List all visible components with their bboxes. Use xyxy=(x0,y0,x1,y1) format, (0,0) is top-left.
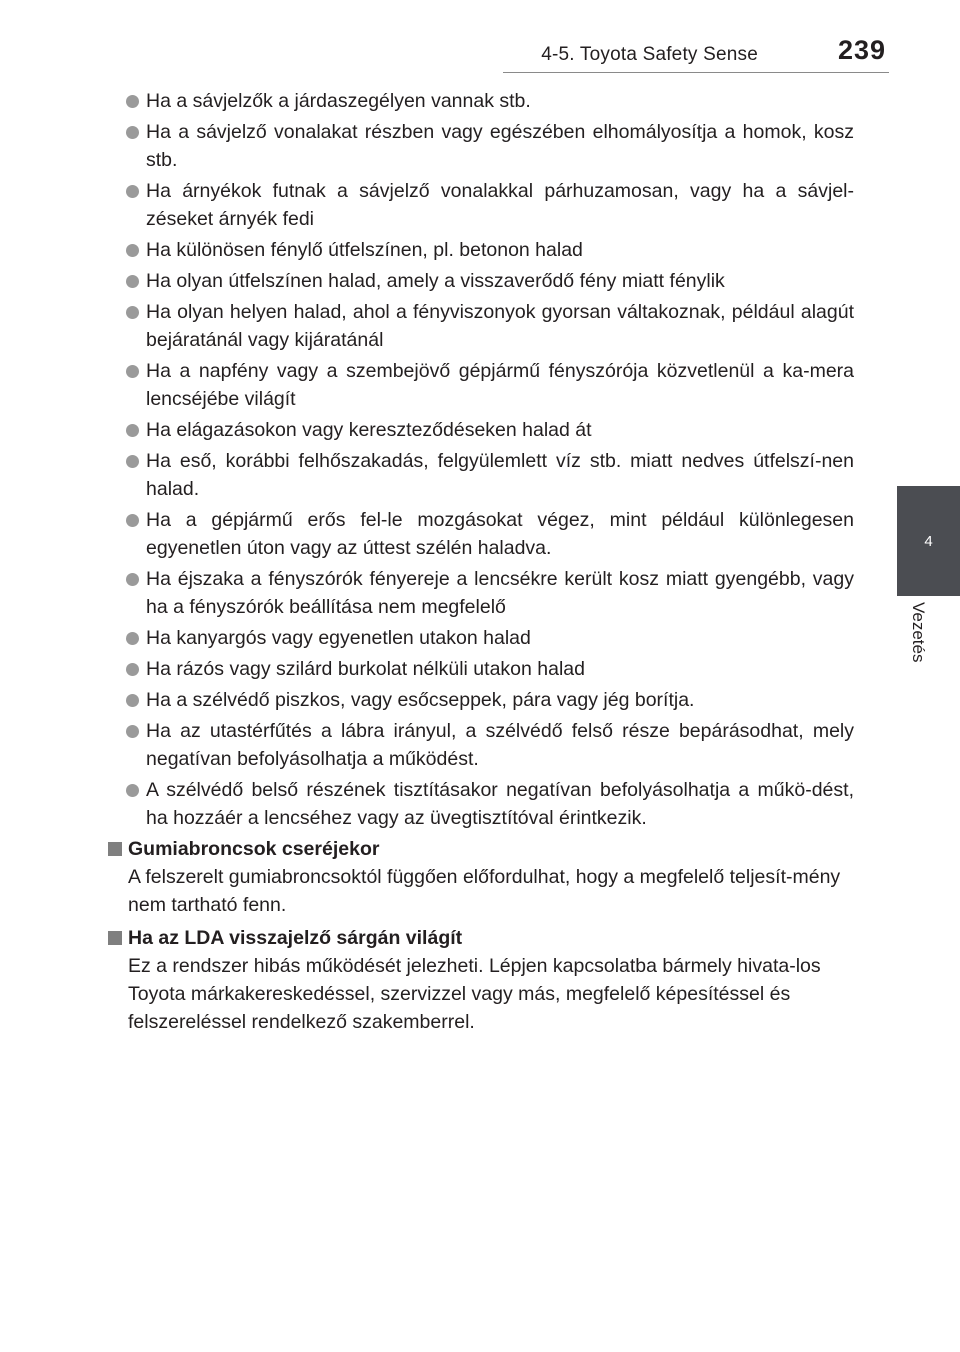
list-item xyxy=(108,118,854,174)
section-heading xyxy=(108,835,854,863)
list-item-text: Ha a sávjelzők a járdaszegélyen vannak stb. xyxy=(146,90,531,112)
square-bullet-icon xyxy=(108,842,122,856)
bullet-icon xyxy=(126,244,139,257)
chapter-label: Vezetés xyxy=(909,602,928,663)
bullet-icon xyxy=(126,455,139,468)
list-item xyxy=(108,686,854,714)
section-heading xyxy=(108,924,854,952)
list-item xyxy=(108,624,854,652)
bullet-icon xyxy=(126,126,139,139)
section-tire-change xyxy=(108,835,854,919)
list-item xyxy=(108,506,854,562)
bullet-icon xyxy=(126,185,139,198)
bullet-icon xyxy=(126,365,139,378)
list-item xyxy=(108,87,854,115)
list-item-text: Ha az utastérfűtés a lábra irányul, a szélvédő felső része bepárásodhat, mely negatívan befolyásolhatja a működést. xyxy=(146,720,854,770)
list-item xyxy=(108,298,854,354)
bullet-icon xyxy=(126,573,139,586)
list-item xyxy=(108,267,854,295)
section-body: Ez a rendszer hibás működését jelezheti. Lépjen kapcsolatba bármely hivata-los Toyota márkakereskedéssel, szervizzel vagy más, megfelelő képesítéssel és felszereléssel rendelkező szakemberrel. xyxy=(128,955,821,1033)
list-item xyxy=(108,236,854,264)
section-body: A felszerelt gumiabroncsoktól függően előfordulhat, hogy a megfelelő teljesít-mény nem tartható fenn. xyxy=(128,866,841,916)
bullet-icon xyxy=(126,663,139,676)
page-content xyxy=(108,87,854,1041)
header-divider xyxy=(503,72,889,73)
section-heading-text: Ha az LDA visszajelző sárgán világít xyxy=(128,927,463,949)
list-item-text: Ha a napfény vagy a szembejövő gépjármű fényszórója közvetlenül a ka-mera lencséjébe világít xyxy=(146,360,854,410)
list-item xyxy=(108,357,854,413)
list-item-text: Ha árnyékok futnak a sávjelző vonalakkal párhuzamosan, vagy ha a sávjel-zéseket árnyék fedi xyxy=(146,180,854,230)
bullet-icon xyxy=(126,306,139,319)
list-item xyxy=(108,416,854,444)
page-header xyxy=(0,0,960,80)
square-bullet-icon xyxy=(108,931,122,945)
condition-list xyxy=(108,87,854,832)
list-item-text: A szélvédő belső részének tisztításakor negatívan befolyásolhatja a műkö-dést, ha hozzáér a lencséhez vagy az üvegtisztítóval érintkezik. xyxy=(146,779,854,829)
list-item-text: Ha éjszaka a fényszórók fényereje a lencsékre került kosz miatt gyengébb, vagy ha a fényszórók beállítása nem megfelelő xyxy=(146,568,854,618)
list-item-text: Ha olyan útfelszínen halad, amely a visszaverődő fény miatt fénylik xyxy=(146,270,725,292)
list-item xyxy=(108,655,854,683)
list-item xyxy=(108,776,854,832)
bullet-icon xyxy=(126,95,139,108)
list-item-text: Ha elágazásokon vagy kereszteződéseken halad át xyxy=(146,419,592,441)
list-item xyxy=(108,717,854,773)
bullet-icon xyxy=(126,725,139,738)
list-item-text: Ha a szélvédő piszkos, vagy esőcseppek, pára vagy jég borítja. xyxy=(146,689,695,711)
chapter-number: 4 xyxy=(924,532,933,550)
bullet-icon xyxy=(126,784,139,797)
list-item-text: Ha különösen fénylő útfelszínen, pl. betonon halad xyxy=(146,239,583,261)
bullet-icon xyxy=(126,694,139,707)
bullet-icon xyxy=(126,632,139,645)
list-item-text: Ha a sávjelző vonalakat részben vagy egészében elhomályosítja a homok, kosz stb. xyxy=(146,121,854,171)
list-item-text: Ha olyan helyen halad, ahol a fényviszonyok gyorsan váltakoznak, például alagút bejáratánál vagy kijáratánál xyxy=(146,301,854,351)
section-lda-indicator xyxy=(108,924,854,1036)
list-item xyxy=(108,447,854,503)
list-item-text: Ha kanyargós vagy egyenetlen utakon halad xyxy=(146,627,531,649)
list-item-text: Ha a gépjármű erős fel-le mozgásokat végez, mint például különlegesen egyenetlen úton vagy az úttest szélén haladva. xyxy=(146,509,854,559)
section-title: 4-5. Toyota Safety Sense xyxy=(541,44,758,65)
list-item xyxy=(108,177,854,233)
bullet-icon xyxy=(126,275,139,288)
list-item xyxy=(108,565,854,621)
section-heading-text: Gumiabroncsok cseréjekor xyxy=(128,838,380,860)
bullet-icon xyxy=(126,424,139,437)
page-number: 239 xyxy=(837,35,886,65)
list-item-text: Ha eső, korábbi felhőszakadás, felgyülemlett víz stb. miatt nedves útfelszí-nen halad. xyxy=(146,450,854,500)
list-item-text: Ha rázós vagy szilárd burkolat nélküli utakon halad xyxy=(146,658,585,680)
chapter-tab[interactable] xyxy=(897,486,960,596)
bullet-icon xyxy=(126,514,139,527)
